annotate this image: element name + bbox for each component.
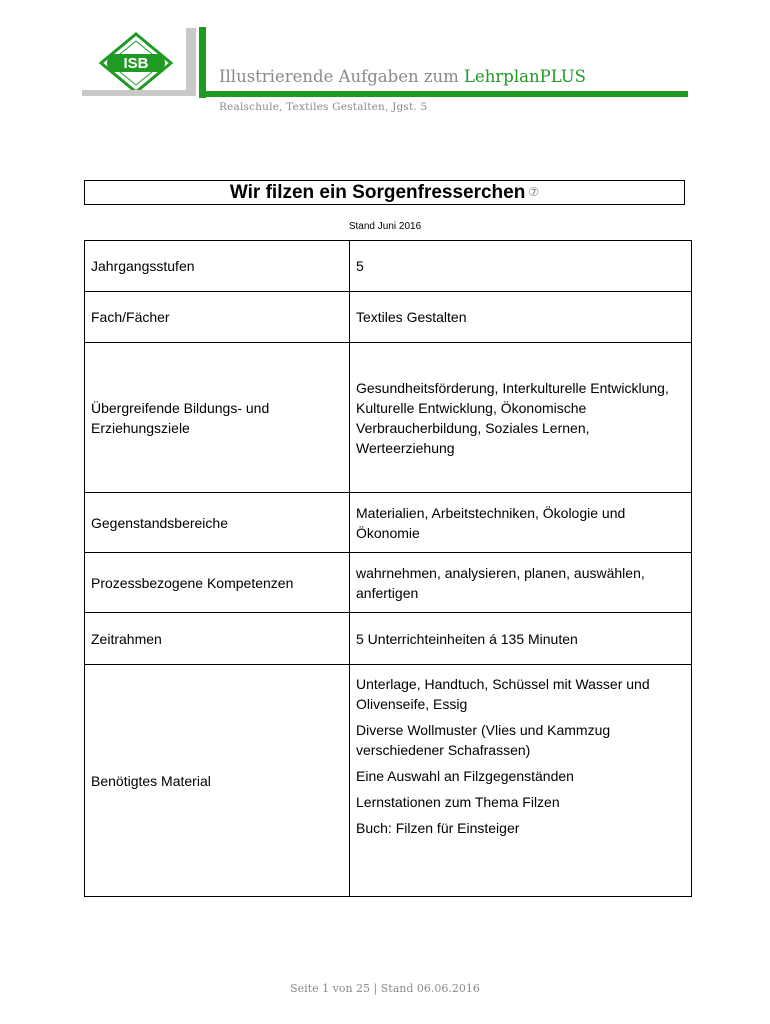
row-value: 5 Unterrichteinheiten á 135 Minuten (350, 613, 692, 665)
row-label: Fach/Fächer (85, 292, 350, 343)
material-list (350, 665, 692, 897)
title-footnote-icon: ⑦ (528, 184, 540, 199)
row-label: Übergreifende Bildungs- und Erziehungsziele (85, 343, 350, 493)
row-label: Gegenstandsbereiche (85, 493, 350, 553)
table-row (85, 241, 692, 292)
stand-date: Stand Juni 2016 (348, 221, 422, 232)
header-gray-horizontal-bar (82, 90, 196, 96)
list-item: Diverse Wollmuster (Vlies und Kammzug verschiedener Schafrassen) (356, 722, 611, 758)
header-green-horizontal-bar (199, 91, 688, 97)
header-gray-vertical-bar (186, 28, 196, 96)
document-title-box (84, 180, 685, 205)
header-title (219, 67, 586, 86)
list-item: Buch: Filzen für Einsteiger (356, 820, 520, 836)
info-table (84, 240, 692, 897)
page-footer: Seite 1 von 25 | Stand 06.06.2016 (290, 982, 480, 995)
isb-logo (98, 32, 174, 94)
list-item: Eine Auswahl an Filzgegenständen (356, 768, 574, 784)
table-row (85, 553, 692, 613)
header-subtitle: Realschule, Textiles Gestalten, Jgst. 5 (219, 101, 428, 113)
row-label: Benötigtes Material (85, 665, 350, 897)
table-row (85, 665, 692, 897)
list-item: Lernstationen zum Thema Filzen (356, 794, 560, 810)
row-label: Jahrgangsstufen (85, 241, 350, 292)
svg-text:ISB: ISB (123, 55, 149, 72)
row-label: Prozessbezogene Kompetenzen (85, 553, 350, 613)
table-row (85, 493, 692, 553)
table-row (85, 343, 692, 493)
row-value: wahrnehmen, analysieren, planen, auswählen, anfertigen (350, 553, 692, 613)
row-value: Materialien, Arbeitstechniken, Ökologie und Ökonomie (350, 493, 692, 553)
header-green-vertical-bar (199, 27, 206, 98)
list-item: Unterlage, Handtuch, Schüssel mit Wasser und Olivenseife, Essig (356, 676, 650, 712)
document-title: Wir filzen ein Sorgenfresserchen (229, 181, 526, 203)
row-value: Textiles Gestalten (350, 292, 692, 343)
header-title-brand: LehrplanPLUS (464, 67, 586, 86)
table-row (85, 292, 692, 343)
row-value: 5 (350, 241, 692, 292)
row-value: Gesundheitsförderung, Interkulturelle Entwicklung, Kulturelle Entwicklung, Ökonomische Verbraucherbildung, Soziales Lernen, Werteerziehung (350, 343, 692, 493)
header-title-prefix: Illustrierende Aufgaben zum (219, 67, 465, 86)
row-label: Zeitrahmen (85, 613, 350, 665)
table-row (85, 613, 692, 665)
